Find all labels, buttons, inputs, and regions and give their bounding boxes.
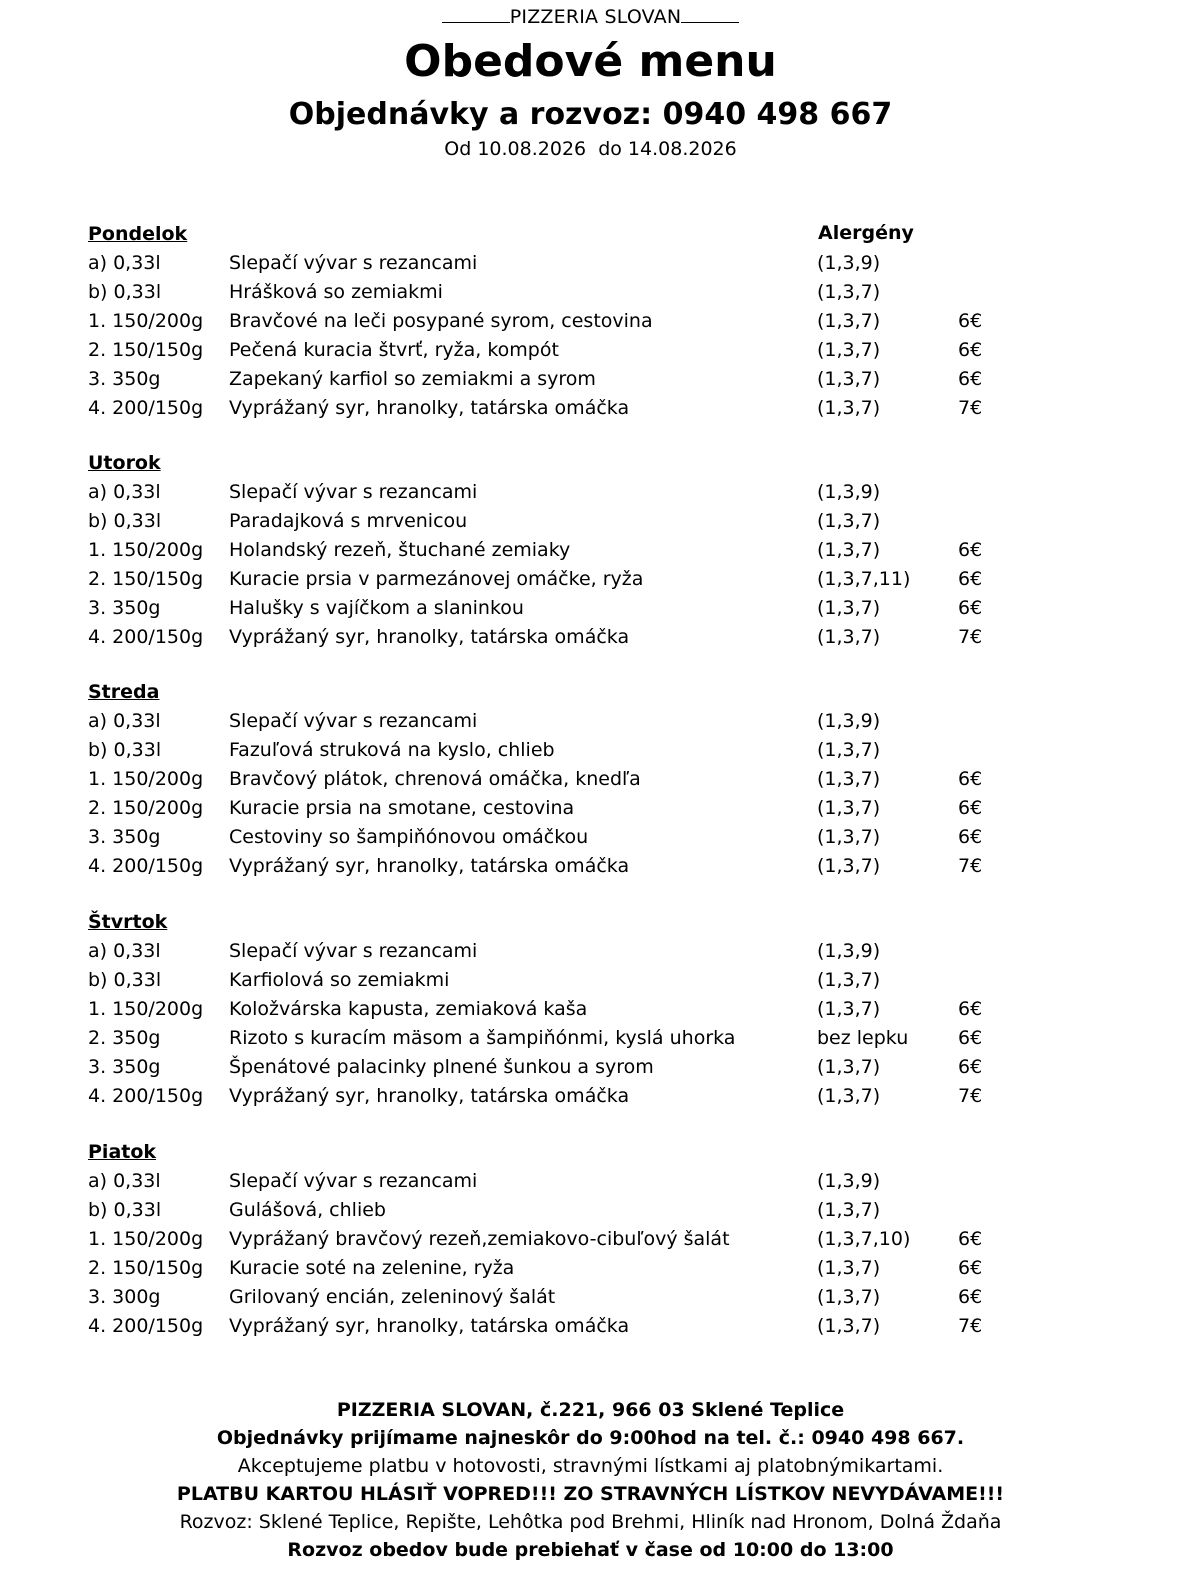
day-block (88, 220, 1008, 423)
item-dish: Vyprážaný syr, hranolky, tatárska omáčka (229, 397, 630, 419)
day-block (88, 1138, 1008, 1341)
item-allergens: (1,3,7) (817, 597, 881, 619)
menu-item-row (88, 336, 1008, 365)
item-portion: b) 0,33l (88, 739, 162, 761)
footer-delivery-time: Rozvoz obedov bude prebiehať v čase od 10:00 do 13:00 (287, 1539, 894, 1561)
item-allergens: (1,3,7) (817, 969, 881, 991)
item-portion: 2. 350g (88, 1027, 161, 1049)
item-price: 6€ (958, 1056, 983, 1078)
menu-item-row (88, 623, 1008, 652)
item-allergens: (1,3,7,11) (817, 568, 911, 590)
item-portion: 3. 350g (88, 1056, 161, 1078)
footer-address: PIZZERIA SLOVAN, č.221, 966 03 Sklené Teplice (336, 1399, 845, 1421)
item-allergens: (1,3,9) (817, 1170, 881, 1192)
menu-item-row (88, 823, 1008, 852)
item-allergens: (1,3,7) (817, 1199, 881, 1221)
item-portion: 1. 150/200g (88, 310, 204, 332)
day-name: Piatok (88, 1141, 157, 1163)
menu-item-row (88, 937, 1008, 966)
item-allergens: (1,3,7) (817, 998, 881, 1020)
menu-item-row (88, 1167, 1008, 1196)
restaurant-name: PIZZERIA SLOVAN (509, 6, 682, 28)
item-dish: Bravčový plátok, chrenová omáčka, knedľa (229, 768, 641, 790)
item-dish: Slepačí vývar s rezancami (229, 252, 478, 274)
item-allergens: (1,3,9) (817, 710, 881, 732)
item-portion: 3. 350g (88, 826, 161, 848)
item-allergens: (1,3,7) (817, 626, 881, 648)
item-dish: Kuracie prsia na smotane, cestovina (229, 797, 575, 819)
item-dish: Pečená kuracia štvrť, ryža, kompót (229, 339, 559, 361)
item-price: 7€ (958, 1085, 983, 1107)
item-price: 6€ (958, 539, 983, 561)
item-allergens: (1,3,7) (817, 368, 881, 390)
menu-item-row (88, 794, 1008, 823)
day-name: Pondelok (88, 223, 188, 245)
item-price: 6€ (958, 1228, 983, 1250)
item-dish: Gulášová, chlieb (229, 1199, 386, 1221)
item-price: 6€ (958, 1286, 983, 1308)
item-dish: Vyprážaný syr, hranolky, tatárska omáčka (229, 855, 630, 877)
footer-delivery-area: Rozvoz: Sklené Teplice, Repište, Lehôtka pod Brehmi, Hliník nad Hronom, Dolná Ždaňa (179, 1511, 1002, 1533)
item-portion: a) 0,33l (88, 710, 161, 732)
item-dish: Halušky s vajíčkom a slaninkou (229, 597, 524, 619)
item-price: 6€ (958, 339, 983, 361)
menu-item-row (88, 1082, 1008, 1111)
restaurant-heading (0, 4, 1181, 28)
menu-title: Obedové menu (404, 36, 777, 87)
item-dish: Slepačí vývar s rezancami (229, 1170, 478, 1192)
menu-item-row (88, 594, 1008, 623)
item-allergens: (1,3,7) (817, 397, 881, 419)
item-portion: 2. 150/150g (88, 339, 204, 361)
date-range: Od 10.08.2026 do 14.08.2026 (444, 138, 737, 160)
item-price: 7€ (958, 1315, 983, 1337)
item-portion: 4. 200/150g (88, 397, 204, 419)
item-allergens: (1,3,7) (817, 1315, 881, 1337)
item-portion: 4. 200/150g (88, 1085, 204, 1107)
item-dish: Koložvárska kapusta, zemiaková kaša (229, 998, 588, 1020)
item-portion: b) 0,33l (88, 510, 162, 532)
item-allergens: (1,3,7) (817, 339, 881, 361)
item-dish: Karfiolová so zemiakmi (229, 969, 450, 991)
item-price: 6€ (958, 826, 983, 848)
item-dish: Vyprážaný bravčový rezeň,zemiakovo-cibuľový šalát (229, 1228, 730, 1250)
footer-payment: Akceptujeme platbu v hotovosti, stravnými lístkami aj platobnýmikartami. (237, 1455, 944, 1477)
day-block (88, 908, 1008, 1111)
menu-item-row (88, 852, 1008, 881)
item-dish: Hrášková so zemiakmi (229, 281, 443, 303)
item-portion: 2. 150/150g (88, 1257, 204, 1279)
item-dish: Špenátové palacinky plnené šunkou a syrom (229, 1056, 654, 1078)
item-allergens: (1,3,7) (817, 1056, 881, 1078)
item-allergens: (1,3,9) (817, 940, 881, 962)
menu-item-row (88, 1053, 1008, 1082)
item-allergens: (1,3,7) (817, 855, 881, 877)
item-dish: Fazuľová struková na kyslo, chlieb (229, 739, 555, 761)
item-portion: a) 0,33l (88, 1170, 161, 1192)
item-price: 6€ (958, 768, 983, 790)
item-dish: Kuracie soté na zelenine, ryža (229, 1257, 515, 1279)
item-dish: Kuracie prsia v parmezánovej omáčke, ryža (229, 568, 644, 590)
menu-item-row (88, 765, 1008, 794)
item-dish: Slepačí vývar s rezancami (229, 940, 478, 962)
menu-item-row (88, 565, 1008, 594)
heading-underline-right (681, 4, 739, 23)
item-allergens: (1,3,7) (817, 797, 881, 819)
footer-orders-deadline: Objednávky prijímame najneskôr do 9:00hod na tel. č.: 0940 498 667. (216, 1427, 965, 1449)
item-dish: Slepačí vývar s rezancami (229, 710, 478, 732)
item-portion: a) 0,33l (88, 252, 161, 274)
item-portion: 3. 350g (88, 597, 161, 619)
footer-card-notice: PLATBU KARTOU HLÁSIŤ VOPRED!!! ZO STRAVNÝCH LÍSTKOV NEVYDÁVAME!!! (176, 1483, 1005, 1505)
item-dish: Vyprážaný syr, hranolky, tatárska omáčka (229, 1085, 630, 1107)
day-name: Štvrtok (88, 911, 168, 933)
menu-item-row (88, 707, 1008, 736)
item-allergens: (1,3,7) (817, 826, 881, 848)
menu-item-row (88, 1312, 1008, 1341)
menu-item-row (88, 394, 1008, 423)
item-portion: b) 0,33l (88, 281, 162, 303)
item-dish: Vyprážaný syr, hranolky, tatárska omáčka (229, 1315, 630, 1337)
item-portion: b) 0,33l (88, 969, 162, 991)
day-block (88, 678, 1008, 881)
item-price: 6€ (958, 797, 983, 819)
item-price: 6€ (958, 597, 983, 619)
item-portion: 1. 150/200g (88, 768, 204, 790)
item-dish: Grilovaný encián, zeleninový šalát (229, 1286, 556, 1308)
item-allergens: (1,3,7) (817, 281, 881, 303)
item-allergens: (1,3,7,10) (817, 1228, 911, 1250)
item-portion: 4. 200/150g (88, 1315, 204, 1337)
item-price: 7€ (958, 397, 983, 419)
item-dish: Holandský rezeň, štuchané zemiaky (229, 539, 571, 561)
item-allergens: (1,3,9) (817, 481, 881, 503)
item-portion: 4. 200/150g (88, 855, 204, 877)
day-name: Streda (88, 681, 160, 703)
item-dish: Bravčové na leči posypané syrom, cestovina (229, 310, 653, 332)
item-portion: a) 0,33l (88, 481, 161, 503)
item-allergens: (1,3,7) (817, 539, 881, 561)
item-allergens: (1,3,7) (817, 510, 881, 532)
item-allergens: (1,3,9) (817, 252, 881, 274)
item-price: 6€ (958, 1027, 983, 1049)
item-price: 6€ (958, 568, 983, 590)
menu-item-row (88, 249, 1008, 278)
item-allergens: (1,3,7) (817, 1085, 881, 1107)
menu-item-row (88, 966, 1008, 995)
item-allergens: (1,3,7) (817, 739, 881, 761)
menu-item-row (88, 995, 1008, 1024)
item-dish: Cestoviny so šampiňónovou omáčkou (229, 826, 589, 848)
item-portion: 2. 150/150g (88, 568, 204, 590)
menu-item-row (88, 478, 1008, 507)
menu-item-row (88, 1196, 1008, 1225)
item-allergens: bez lepku (817, 1027, 909, 1049)
item-price: 6€ (958, 368, 983, 390)
menu-item-row (88, 307, 1008, 336)
item-portion: 1. 150/200g (88, 539, 204, 561)
menu-item-row (88, 1225, 1008, 1254)
footer (0, 1396, 1181, 1564)
item-allergens: (1,3,7) (817, 310, 881, 332)
menu-item-row (88, 507, 1008, 536)
orders-phone: Objednávky a rozvoz: 0940 498 667 (288, 97, 893, 132)
item-portion: 4. 200/150g (88, 626, 204, 648)
day-name: Utorok (88, 452, 161, 474)
item-dish: Zapekaný karfiol so zemiakmi a syrom (229, 368, 596, 390)
item-dish: Paradajková s mrvenicou (229, 510, 468, 532)
item-portion: b) 0,33l (88, 1199, 162, 1221)
item-price: 6€ (958, 1257, 983, 1279)
item-price: 7€ (958, 626, 983, 648)
menu-item-row (88, 1283, 1008, 1312)
item-portion: 1. 150/200g (88, 998, 204, 1020)
item-dish: Vyprážaný syr, hranolky, tatárska omáčka (229, 626, 630, 648)
item-portion: a) 0,33l (88, 940, 161, 962)
item-portion: 3. 350g (88, 368, 161, 390)
day-block (88, 449, 1008, 652)
item-dish: Slepačí vývar s rezancami (229, 481, 478, 503)
menu-item-row (88, 1024, 1008, 1053)
menu-item-row (88, 1254, 1008, 1283)
item-allergens: (1,3,7) (817, 1286, 881, 1308)
item-allergens: (1,3,7) (817, 1257, 881, 1279)
item-portion: 2. 150/200g (88, 797, 204, 819)
item-price: 6€ (958, 310, 983, 332)
item-portion: 3. 300g (88, 1286, 161, 1308)
item-portion: 1. 150/200g (88, 1228, 204, 1250)
item-price: 6€ (958, 998, 983, 1020)
heading-underline-left (442, 4, 510, 23)
menu-item-row (88, 365, 1008, 394)
allergens-column-header: Alergény (818, 222, 914, 244)
item-price: 7€ (958, 855, 983, 877)
item-dish: Rizoto s kuracím mäsom a šampiňónmi, kyslá uhorka (229, 1027, 736, 1049)
menu-item-row (88, 278, 1008, 307)
item-allergens: (1,3,7) (817, 768, 881, 790)
menu-item-row (88, 536, 1008, 565)
menu-item-row (88, 736, 1008, 765)
